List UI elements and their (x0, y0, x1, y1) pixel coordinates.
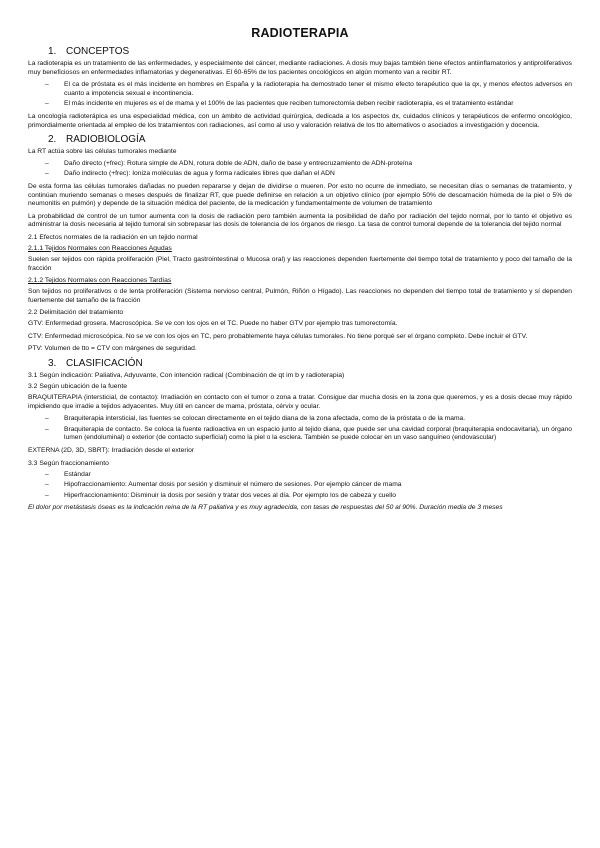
list-item: – Daño indirecto (+frec): Ioniza moléculas de agua y forma radicales libres que dañan el ADN (28, 170, 572, 179)
subheading: 2.2 Delimitación del tratamiento (28, 309, 124, 317)
paragraph: GTV: Enfermedad grosera. Macroscópica. Se ve con los ojos en el TC. Puede no haber GTV por ejemplo tras tumorectomía. (28, 320, 398, 328)
paragraph: PTV: Volumen de tto = CTV con márgenes de seguridad. (28, 345, 197, 353)
bullet-list (28, 415, 572, 443)
paragraph: CTV: Enfermedad microscópica. No se ve con los ojos en TC, pero probablemente haya células tumorales. No tiene porqué ser el órgano completo. Debe incluir el GTV. (28, 332, 528, 340)
subheading: 3.1 Según indicación: Paliativa, Adyuvante, Con intención radical (Combinación de qt im b y radioterapia) (28, 372, 345, 380)
bullet-list (28, 81, 572, 109)
list-item: – Estándar (28, 471, 572, 480)
bullet-list (28, 471, 572, 501)
section-heading-radiobiologia: 2. RADIOBIOLOGÍA (48, 134, 146, 146)
paragraph: BRAQUITERAPIA (intersticial, de contacto): Irradiación en contacto con el tumor o zona a tratar. Consigue dar mucha dosis en la zona que queremos, y es a dosis decae muy rápido impidiendo que irradie a tejidos adyacentes. Muy útil en cancer de mama, próstata, cérvix y ocular. (28, 394, 572, 410)
subheading: 2.1.1 Tejidos Normales con Reacciones Agudas (28, 244, 172, 252)
list-item: – Braquiterapia intersticial, las fuentes se colocan directamente en el tejido diana de la zona afectada, como de la próstata o de la mama. (28, 415, 572, 424)
list-item: – Hipofraccionamiento: Aumentar dosis por sesión y disminuir el número de sesiones. Por ejemplo cáncer de mama (28, 481, 572, 490)
list-item: – Braquiterapia de contacto. Se coloca la fuente radioactiva en un espacio junto al tejido diana, que puede ser una cavidad corporal (braquiterapia endocavitaria), un órgano lumen (endoluminal) o exterior (de contacto superficial) como la piel o la esclera. También se puede colocar en un vaso sanguíneo (endovascular) (28, 426, 572, 443)
paragraph: La oncología radioterápica es una especialidad médica, con un ámbito de actividad quirúrgica, dedicada a los aspectos dx, cuidados clínicos y terapéuticos de enfermo oncológico, primordialmente orientada al empleo de los tratamientos con radiaciones, así como al uso y valoración relativa de los tto alternativos o asociados a investigación y docencia. (28, 112, 572, 129)
subheading: 3.3 Según fraccionamiento (28, 459, 109, 467)
subheading: 2.1.2 Tejidos Normales con Reacciones Tardías (28, 277, 172, 285)
list-item: – Hiperfraccionamiento: Disminuir la dosis por sesión y tratar dos veces al día. Por ejemplo los de cabeza y cuello (28, 492, 572, 501)
section-heading-clasificacion: 3. CLASIFICACIÓN (48, 358, 143, 370)
paragraph: Suelen ser tejidos con rápida proliferación (Piel, Tracto gastrointestinal o Mucosa oral) y las reacciones dependen fuertemente del tiempo total de tratamiento y poco del tamaño de la fracción (28, 255, 572, 272)
document-page (28, 26, 572, 517)
document-title: RADIOTERAPIA (251, 26, 349, 40)
list-item: – Daño directo (+frec): Rotura simple de ADN, rotura doble de ADN, daño de base y entrecruzamiento de ADN-proteína (28, 160, 572, 169)
paragraph: La radioterapia es un tratamiento de las enfermedades, y especialmente del cáncer, mediante radiaciones. A dosis muy bajas también tiene efectos antiinflamatorios y antiproliferativos muy beneficiosos en enfermedades inflamatorias y degenerativas. El 60-65% de los pacientes oncológicos en algún momento van a recibir RT. (28, 60, 572, 76)
bullet-list (28, 160, 572, 179)
paragraph: EXTERNA (2D, 3D, SBRT): Irradiación desde el exterior (28, 447, 195, 455)
section-heading-conceptos: 1. CONCEPTOS (48, 46, 130, 57)
paragraph: De esta forma las células tumorales dañadas no pueden repararse y dejan de dividirse o mueren. Por esto no ocurre de inmediato, se necesitan días o semanas de tratamiento, y continúan muriendo semanas o meses después de finalizar RT, que puede definirse en relación a un objetivo clínico (por ejemplo 50% de descamación húmeda de la piel o 5% de neumonitis en pulmón) y depende de la situación médica del paciente, de la medicación y fundamentalmente de volumen de tratamiento (28, 182, 572, 208)
subheading: 3.2 Según ubicación de la fuente (28, 383, 128, 391)
paragraph: La RT actúa sobre las células tumorales mediante (28, 148, 177, 156)
paragraph-italic: El dolor por metástasis óseas es la indicación reina de la RT paliativa y es muy agradecida, con tasas de respuestas del 50 al 90%. Duración media de 3 meses (28, 504, 503, 512)
subheading: 2.1 Efectos normales de la radiación en un tejido normal (28, 233, 198, 241)
paragraph: La probabilidad de control de un tumor aumenta con la dosis de radiación pero también aumenta la posibilidad de daño por radiación del tejido normal, por lo tanto el objetivo es administrar la dosis necesaria al tejido tumoral sin sobrepasar las dosis de tolerancia de los órganos de riesgo. La tasa de control tumoral depende de la tolerancia del tejido normal (28, 212, 572, 229)
list-item: – El más incidente en mujeres es el de mama y el 100% de las pacientes que reciben tumorectomía deben recibir radioterapia, es el tratamiento estándar (28, 100, 572, 109)
paragraph: Son tejidos no proliferativos o de lenta proliferación (Sistema nervioso central, Pulmón, Riñón o Hígado). Las reacciones no dependen del tiempo total de tratamiento y sí dependen fuertemente del tamaño de la fracción (28, 288, 572, 304)
list-item: – El ca de próstata es el más incidente en hombres en España y la radioterapia ha demostrado tener el mismo efecto terapéutico que la qx, y menos efectos adversos en cuanto a impotencia sexual e incontinencia. (28, 81, 572, 98)
